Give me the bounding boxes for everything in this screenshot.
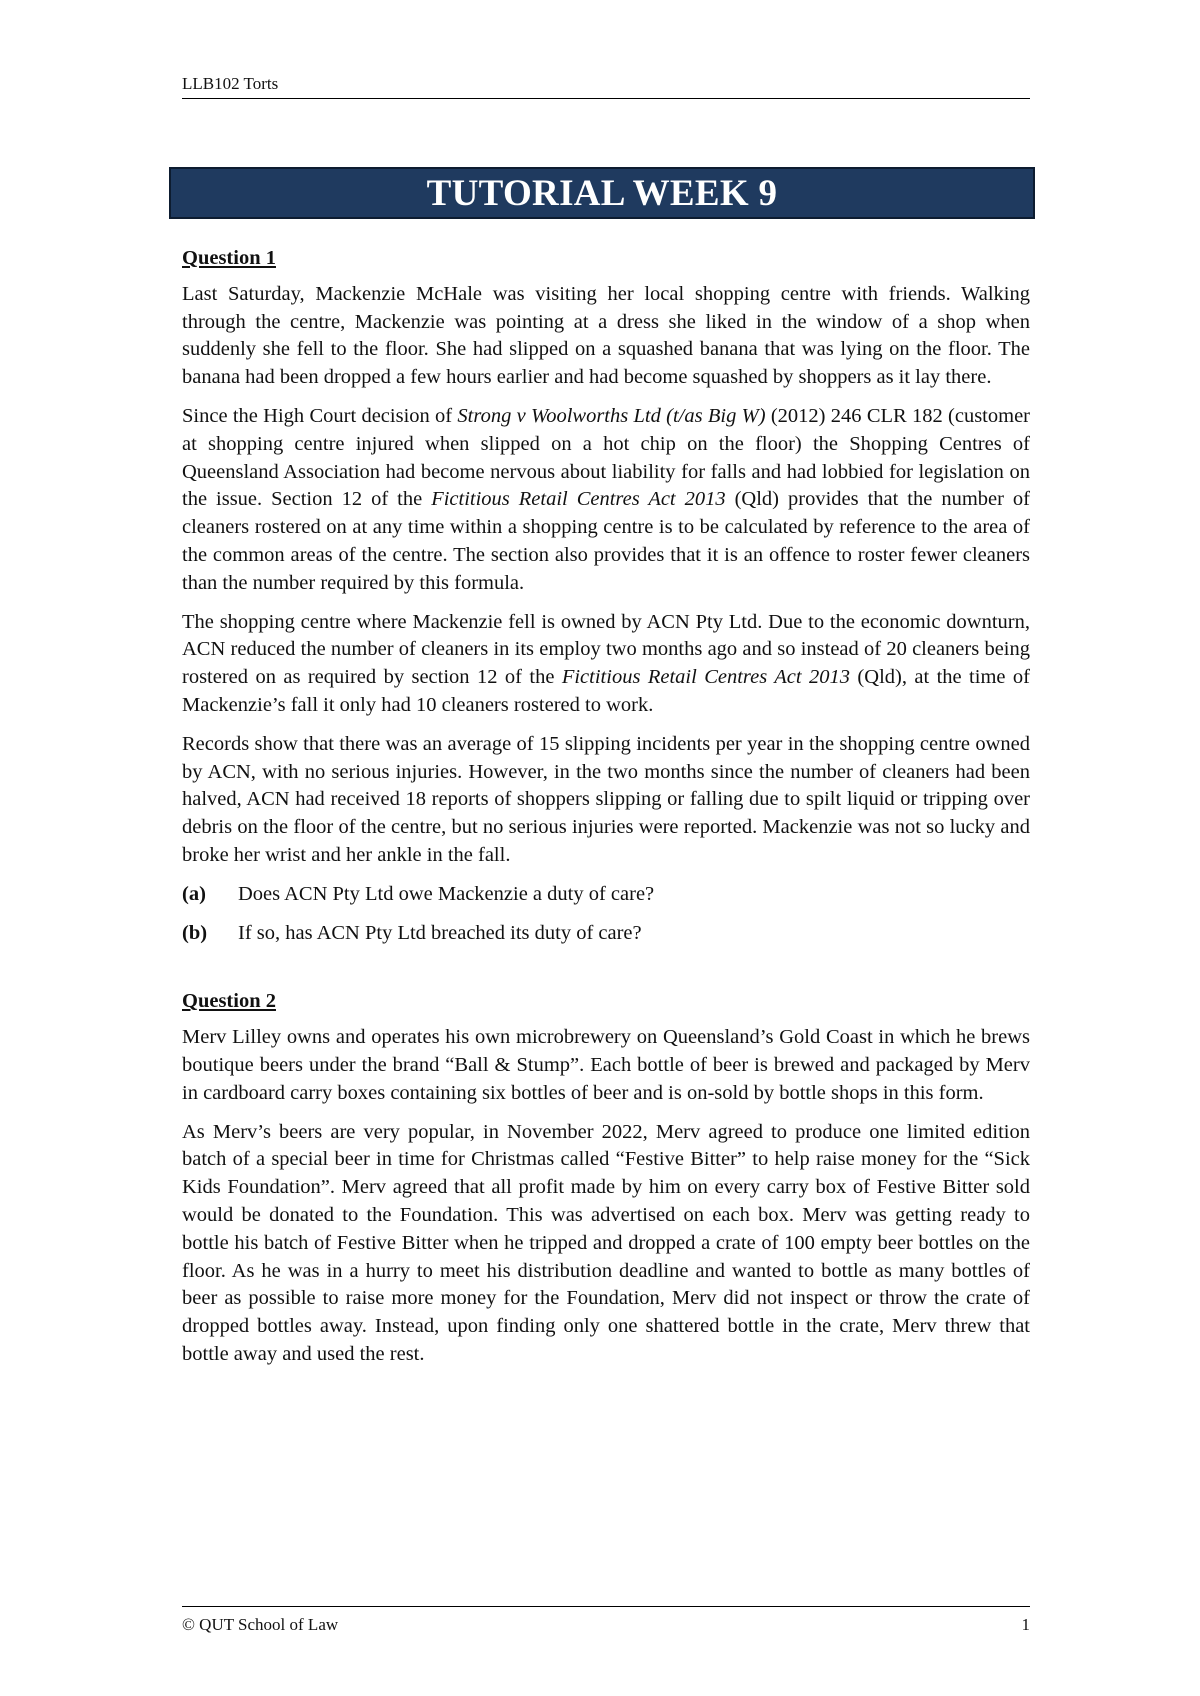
text-span: Since the High Court decision of <box>182 404 458 427</box>
sub-question-text: If so, has ACN Pty Ltd breached its duty of care? <box>238 921 642 944</box>
question-1-paragraph-2 <box>182 403 1030 598</box>
page-number: 1 <box>1021 1615 1030 1634</box>
act-citation: Fictitious Retail Centres Act 2013 <box>431 488 726 511</box>
page-header <box>182 74 1030 99</box>
act-citation: Fictitious Retail Centres Act 2013 <box>561 666 851 689</box>
text-span: (2012) 246 CLR 182 (customer at shopping centre injured when slipped on a hot chip on the floor) the Shopping Centres of Queensland Association had become nervous about liability for falls and had lobbied for legislation on the issue. Section 12 of the <box>182 404 1031 511</box>
text-span: The shopping centre where Mackenzie fell is owned by ACN Pty Ltd. Due to the economic downturn, ACN reduced the number of cleaners in its employ two months ago and so instead of 20 cleaners being rostered on as required by section 12 of the <box>182 610 1030 689</box>
question-1-paragraph-3 <box>182 609 1030 720</box>
sub-question-b <box>182 920 1030 948</box>
sub-question-a <box>182 881 1030 909</box>
sub-question-text: Does ACN Pty Ltd owe Mackenzie a duty of care? <box>238 882 655 905</box>
section-gap <box>182 958 1030 988</box>
document-body <box>182 245 1030 1380</box>
page-footer <box>182 1606 1030 1635</box>
question-1-paragraph-1: Last Saturday, Mackenzie McHale was visiting her local shopping centre with friends. Walking through the centre, Mackenzie was pointing at a dress she liked in the window of a shop when suddenly she fell to the floor. She had slipped on a squashed banana that was lying on the floor. The banana had been dropped a few hours earlier and had become squashed by shoppers as it lay there. <box>182 282 1030 389</box>
question-2-paragraph-2: As Merv’s beers are very popular, in November 2022, Merv agreed to produce one limited edition batch of a special beer in time for Christmas called “Festive Bitter” to help raise money for the “Sick Kids Foundation”. Merv agreed that all profit made by him on every carry box of Festive Bitter sold would be donated to the Foundation. This was advertised on each box. Merv was getting ready to bottle his batch of Festive Bitter when he tripped and dropped a crate of 100 empty beer bottles on the floor. As he was in a hurry to meet his distribution deadline and wanted to bottle as many bottles of beer as possible to raise more money for the Foundation, Merv did not inspect or throw the crate of dropped bottles away. Instead, upon finding only one shattered bottle in the crate, Merv threw that bottle away and used the rest. <box>182 1120 1030 1365</box>
sub-question-letter: (a) <box>182 882 206 905</box>
title-banner <box>169 167 1035 219</box>
text-span: (Qld), at the time of Mackenzie’s fall it only had 10 cleaners rostered to work. <box>182 666 1030 716</box>
text-span: (Qld) provides that the number of cleaners rostered on at any time within a shopping centre is to be calculated by reference to the area of the common areas of the centre. The section also provides that it is an offence to roster fewer cleaners than the number required by this formula. <box>182 488 1031 594</box>
question-1-paragraph-4: Records show that there was an average of 15 slipping incidents per year in the shopping centre owned by ACN, with no serious injuries. However, in the two months since the number of cleaners had been halved, ACN had received 18 reports of shoppers slipping or falling due to spilt liquid or tripping over debris on the floor of the centre, but no serious injuries were reported. Mackenzie was not so lucky and broke her wrist and her ankle in the fall. <box>182 732 1030 866</box>
footer-copyright: © QUT School of Law <box>182 1615 339 1634</box>
case-citation: Strong v Woolworths Ltd (t/as Big W) <box>457 404 766 427</box>
page-title: TUTORIAL WEEK 9 <box>426 172 778 214</box>
question-1-heading: Question 1 <box>182 247 276 269</box>
sub-question-letter: (b) <box>182 921 208 944</box>
question-2-heading: Question 2 <box>182 990 276 1013</box>
course-label: LLB102 Torts <box>182 74 279 93</box>
question-2-paragraph-1: Merv Lilley owns and operates his own microbrewery on Queensland’s Gold Coast in which he brews boutique beers under the brand “Ball & Stump”. Each bottle of beer is brewed and packaged by Merv in cardboard carry boxes containing six bottles of beer and is on-sold by bottle shops in this form. <box>182 1026 1030 1104</box>
